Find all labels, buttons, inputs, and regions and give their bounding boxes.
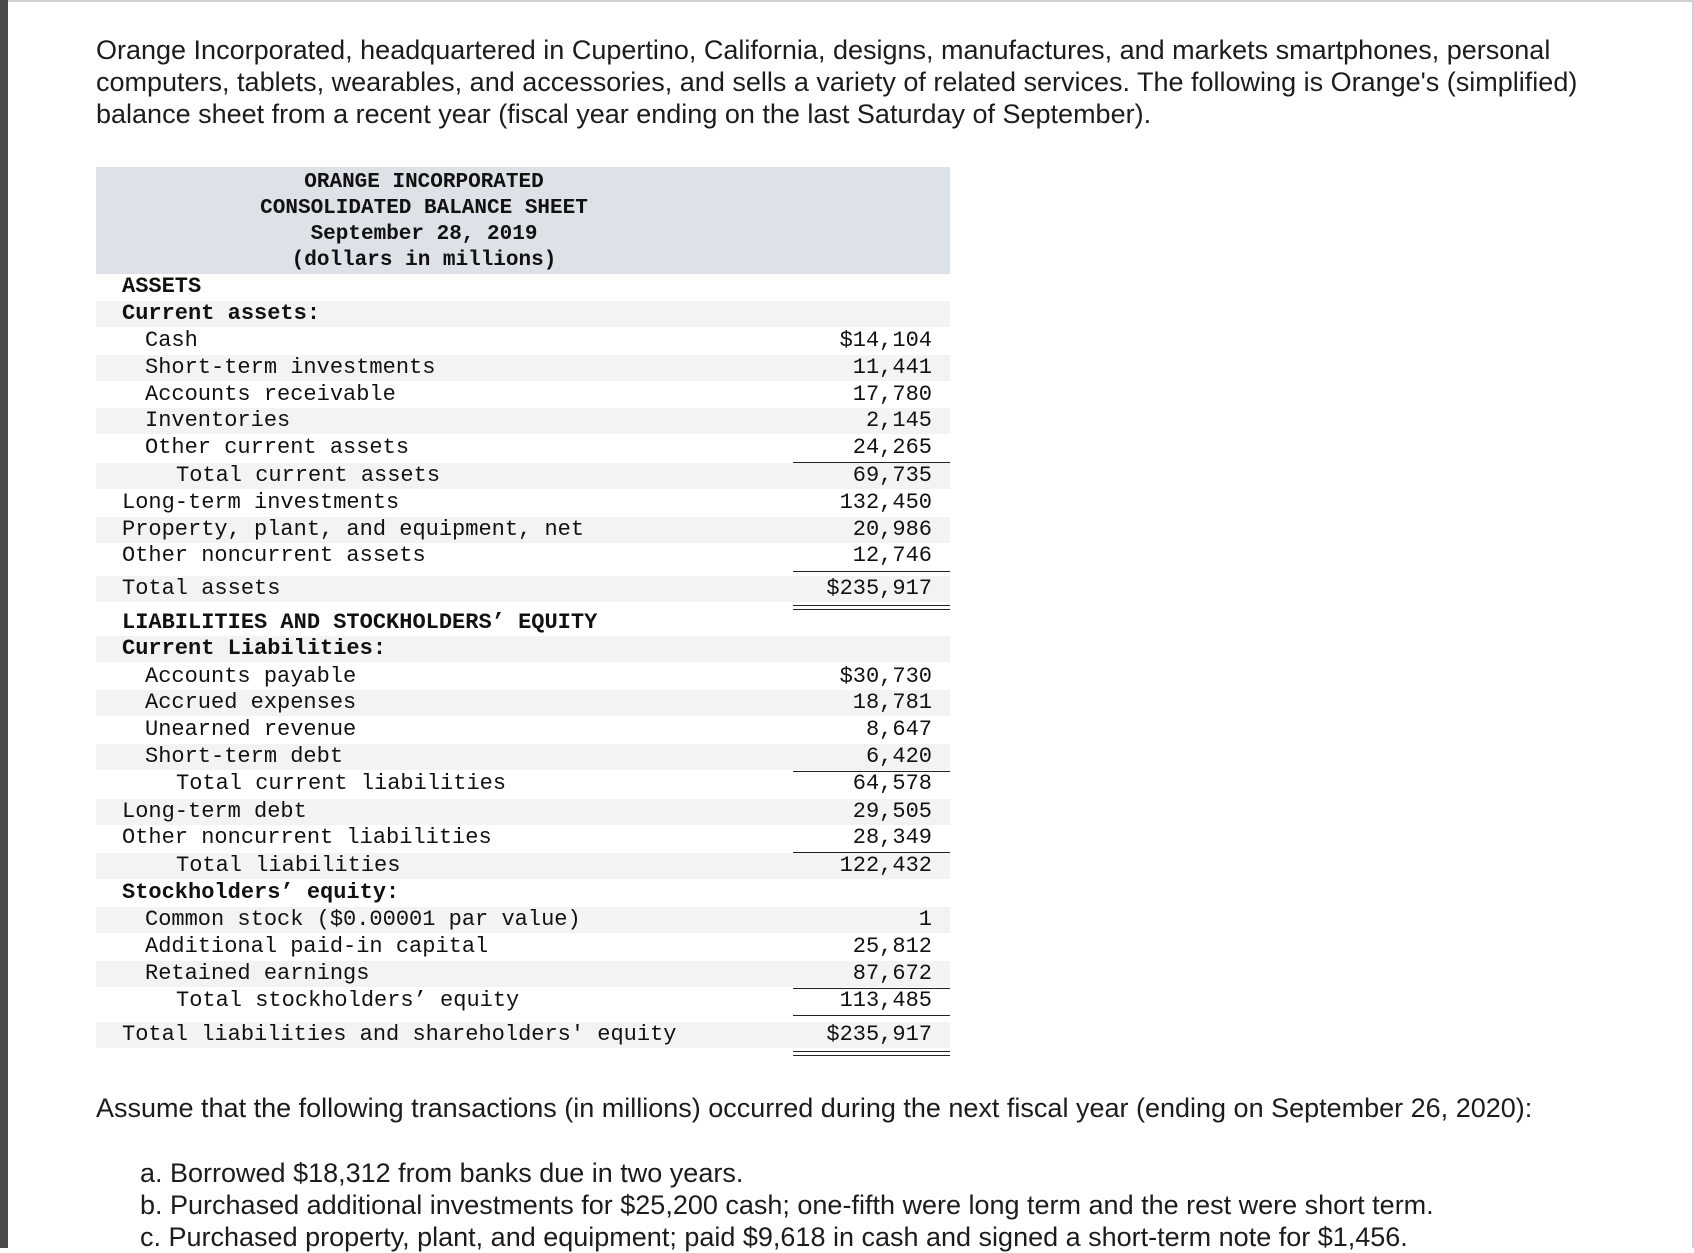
balance-sheet-row	[96, 274, 950, 300]
balance-sheet-row	[96, 664, 950, 690]
statement-date: September 28, 2019	[310, 223, 538, 246]
balance-sheet-row	[96, 408, 950, 434]
window-top-border	[8, 0, 1694, 2]
balance-sheet-row	[96, 961, 950, 987]
row-label: Accounts payable	[145, 664, 357, 689]
row-label: ASSETS	[122, 274, 202, 299]
row-value: 24,265	[852, 435, 932, 460]
row-value: 17,780	[852, 382, 932, 407]
row-value: 2,145	[865, 408, 932, 433]
balance-sheet-row	[96, 907, 950, 933]
transaction-item: b. Purchased additional investments for $25,200 cash; one-fifth were long term and the rest were short term.	[140, 1190, 1434, 1220]
balance-sheet-row	[96, 543, 950, 569]
balance-sheet-row	[96, 610, 950, 636]
row-value: $235,917	[826, 1022, 932, 1047]
row-value: 132,450	[839, 490, 932, 515]
row-label: Other noncurrent assets	[122, 543, 426, 568]
row-label: Stockholders’ equity:	[122, 880, 400, 905]
row-label: Total stockholders’ equity	[176, 988, 520, 1013]
balance-sheet-row	[96, 988, 950, 1014]
row-label: Total liabilities	[176, 853, 401, 878]
balance-sheet-row	[96, 328, 950, 354]
row-value: $30,730	[839, 664, 932, 689]
balance-sheet-row	[96, 934, 950, 960]
window-left-border	[0, 0, 8, 1248]
row-label: Short-term investments	[145, 355, 436, 380]
row-value: 64,578	[852, 771, 932, 796]
balance-sheet-row	[96, 435, 950, 461]
balance-sheet-row	[96, 799, 950, 825]
row-label: Current assets:	[122, 301, 321, 326]
row-label: Long-term investments	[122, 490, 400, 515]
row-label: Total liabilities and shareholders' equity	[122, 1022, 677, 1047]
transaction-item: a. Borrowed $18,312 from banks due in two years.	[140, 1158, 744, 1188]
row-value: 8,647	[865, 717, 932, 742]
balance-sheet-row	[96, 853, 950, 879]
row-label: Other noncurrent liabilities	[122, 825, 492, 850]
row-label: Accrued expenses	[145, 690, 357, 715]
balance-sheet-row	[96, 825, 950, 851]
company-name: ORANGE INCORPORATED	[304, 171, 544, 194]
balance-sheet-row	[96, 1022, 950, 1048]
statement-title: CONSOLIDATED BALANCE SHEET	[260, 197, 588, 220]
row-value: 6,420	[865, 744, 932, 769]
statement-units: (dollars in millions)	[291, 249, 557, 272]
row-label: Retained earnings	[145, 961, 370, 986]
subtotal-rule	[793, 1015, 950, 1016]
row-label: Accounts receivable	[145, 382, 396, 407]
row-label: Short-term debt	[145, 744, 344, 769]
total-double-rule	[793, 1051, 950, 1056]
row-label: Cash	[145, 328, 198, 353]
row-label: Inventories	[145, 408, 291, 433]
transaction-list	[140, 1157, 1434, 1253]
balance-sheet-row	[96, 744, 950, 770]
row-value: 113,485	[839, 988, 932, 1013]
row-value: 87,672	[852, 961, 932, 986]
balance-sheet-row	[96, 636, 950, 662]
intro-paragraph: Orange Incorporated, headquartered in Cupertino, California, designs, manufactures, and markets smartphones, personal computers, tablets, wearables, and accessories, and sells a variety of related services. The following is Orange's (simplified) balance sheet from a recent year (fiscal year ending on the last Saturday of September).	[96, 35, 1578, 129]
balance-sheet-row	[96, 771, 950, 797]
balance-sheet-row	[96, 690, 950, 716]
row-value: $14,104	[839, 328, 932, 353]
row-value: 20,986	[852, 517, 932, 542]
row-value: 122,432	[839, 853, 932, 878]
row-value: 18,781	[852, 690, 932, 715]
transaction-item: c. Purchased property, plant, and equipment; paid $9,618 in cash and signed a short-term note for $1,456.	[140, 1222, 1408, 1252]
balance-sheet-header	[96, 167, 950, 274]
row-value: 69,735	[852, 463, 932, 488]
balance-sheet-row	[96, 880, 950, 906]
row-value: 29,505	[852, 799, 932, 824]
balance-sheet-row	[96, 301, 950, 327]
balance-sheet-row	[96, 717, 950, 743]
row-value: 25,812	[852, 934, 932, 959]
row-label: Additional paid-in capital	[145, 934, 489, 959]
balance-sheet-row	[96, 576, 950, 602]
row-value: 12,746	[852, 543, 932, 568]
balance-sheet	[96, 167, 950, 1047]
row-label: Total current assets	[176, 463, 441, 488]
assumption-text: Assume that the following transactions (in millions) occurred during the next fiscal year (ending on September 26, 2020):	[96, 1093, 1533, 1123]
row-label: Unearned revenue	[145, 717, 357, 742]
balance-sheet-row	[96, 355, 950, 381]
row-label: LIABILITIES AND STOCKHOLDERS’ EQUITY	[122, 610, 598, 635]
balance-sheet-row	[96, 382, 950, 408]
row-value: 1	[918, 907, 932, 932]
row-label: Other current assets	[145, 435, 410, 460]
row-label: Current Liabilities:	[122, 636, 387, 661]
balance-sheet-row	[96, 490, 950, 516]
row-value: $235,917	[826, 576, 932, 601]
row-label: Property, plant, and equipment, net	[122, 517, 585, 542]
row-label: Long-term debt	[122, 799, 307, 824]
row-value: 28,349	[852, 825, 932, 850]
row-label: Common stock ($0.00001 par value)	[145, 907, 581, 932]
balance-sheet-row	[96, 463, 950, 489]
row-value: 11,441	[852, 355, 932, 380]
row-label: Total assets	[122, 576, 281, 601]
subtotal-rule	[793, 571, 950, 572]
row-label: Total current liabilities	[176, 771, 507, 796]
balance-sheet-row	[96, 517, 950, 543]
